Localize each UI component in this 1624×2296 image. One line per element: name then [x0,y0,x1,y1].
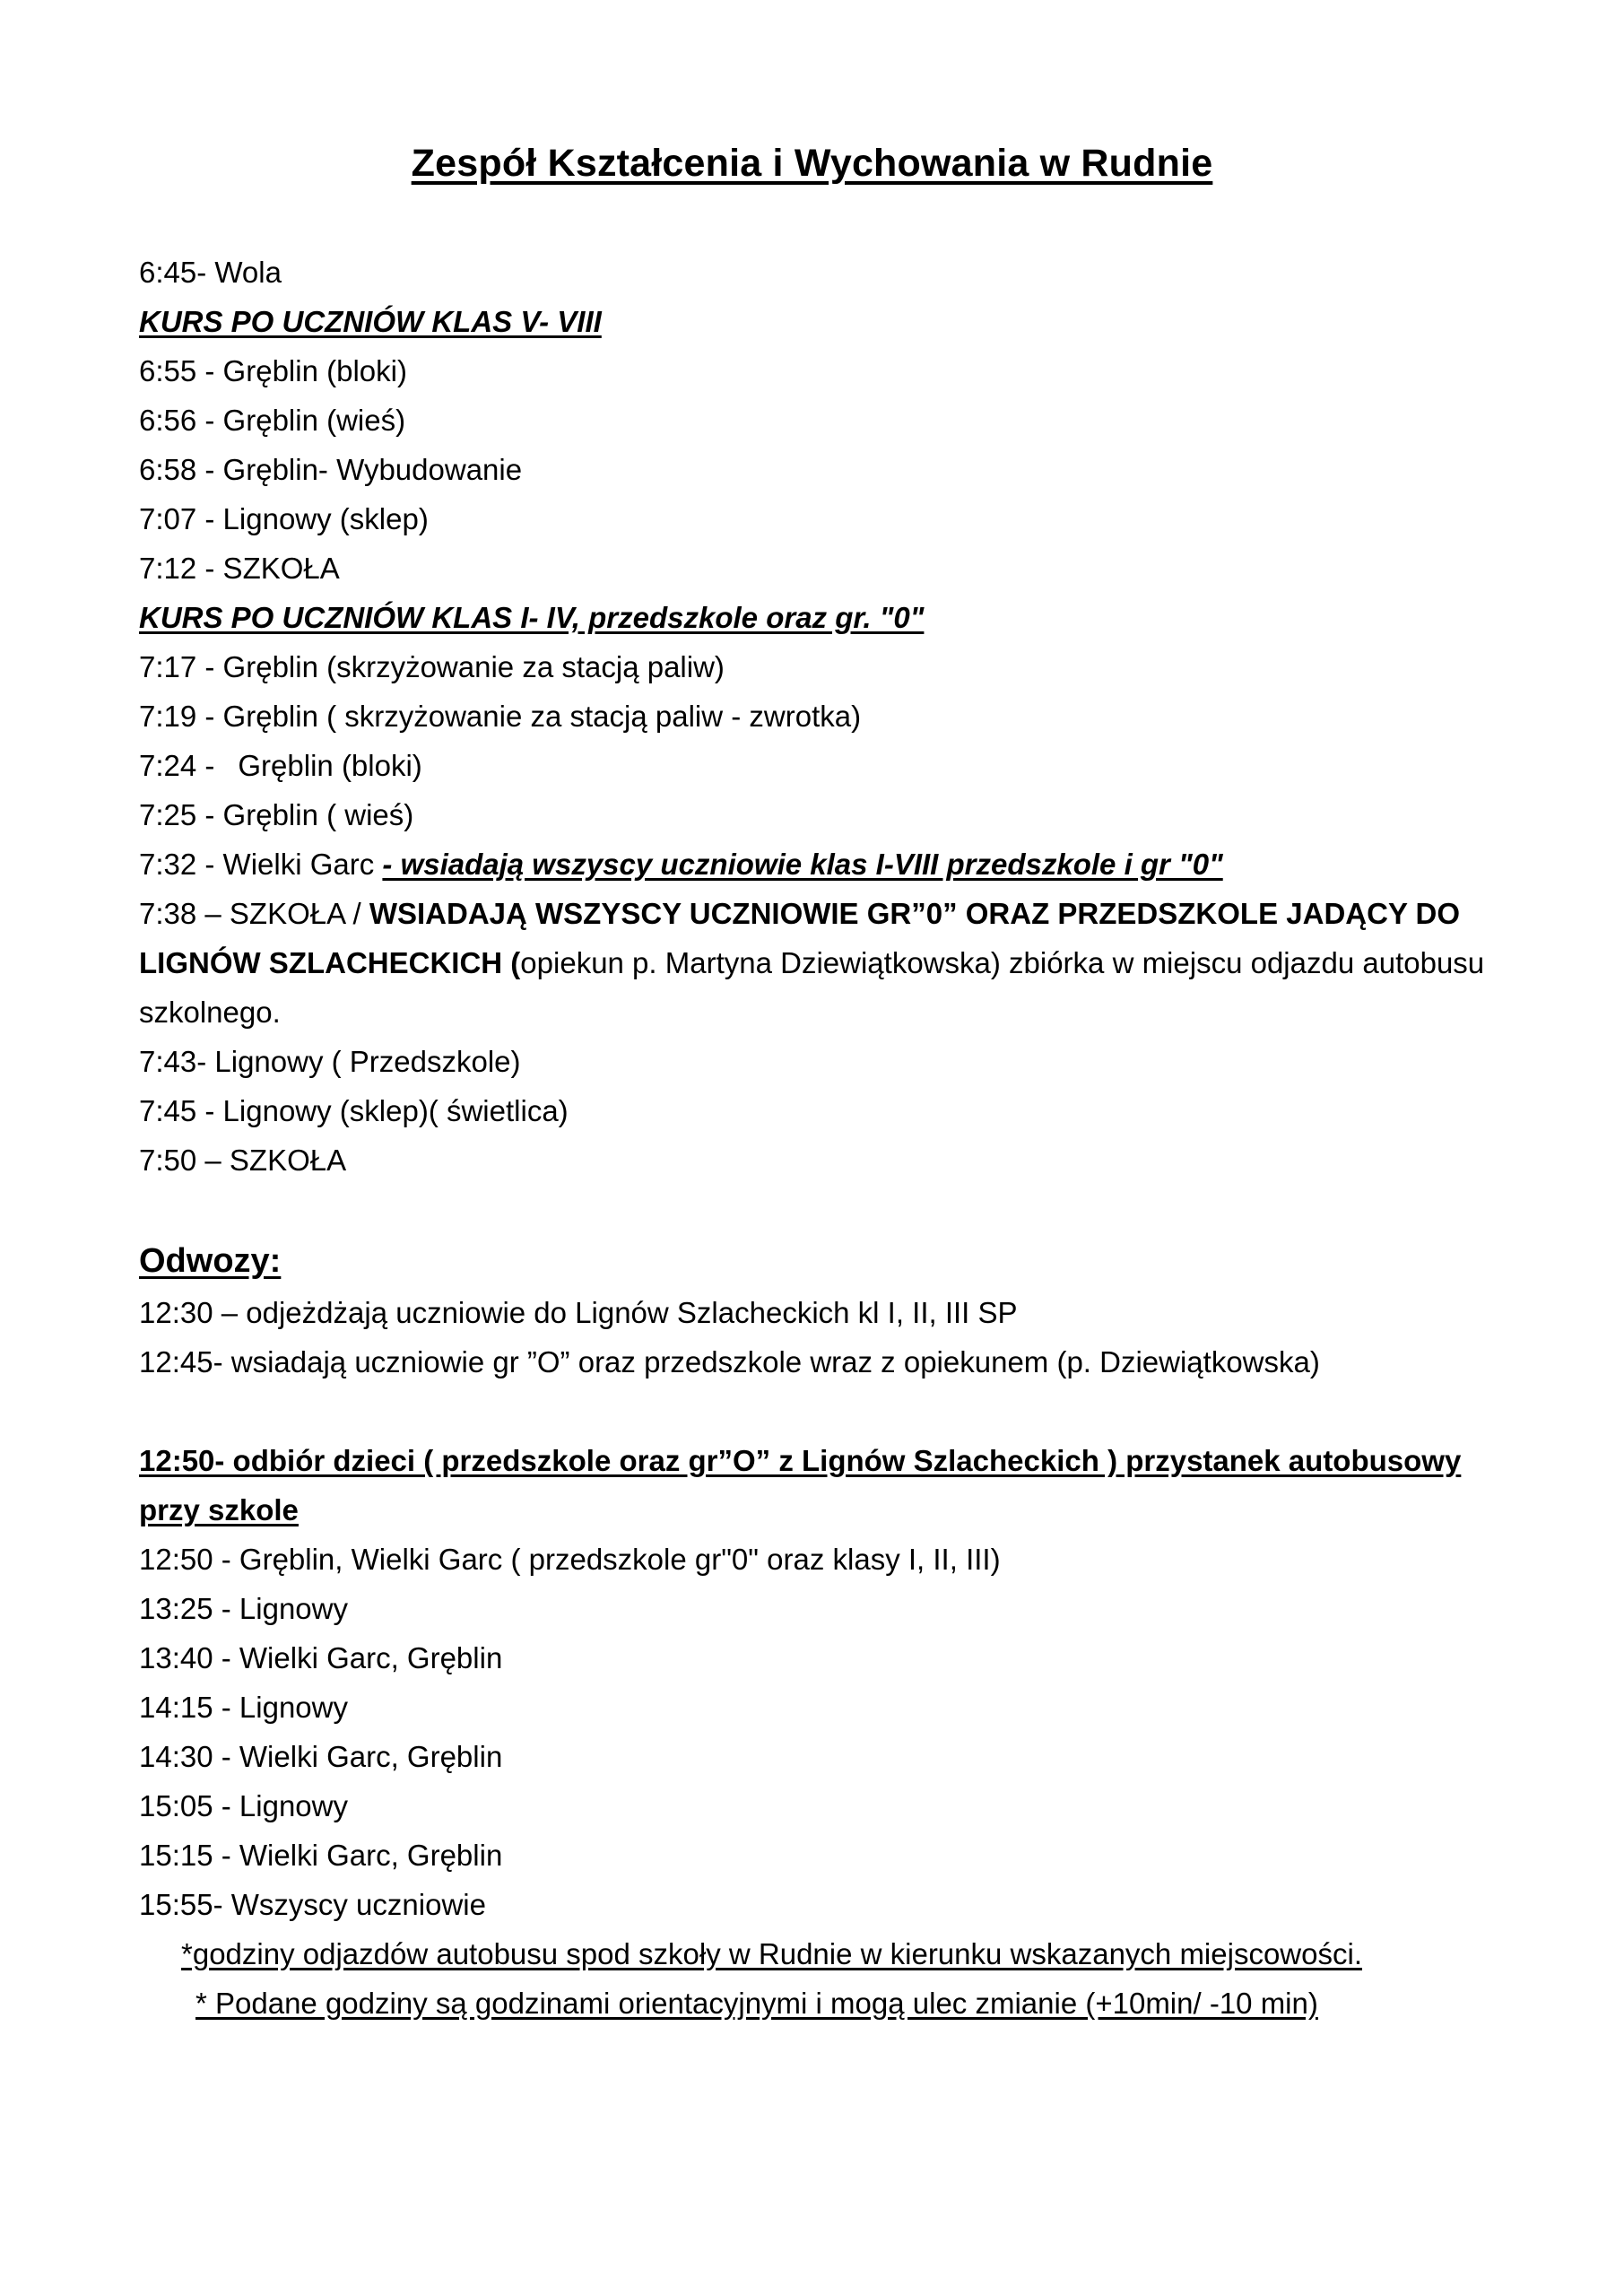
course1-heading-text: KURS PO UCZNIÓW KLAS V- VIII [139,305,602,338]
schedule-line: 7:07 - Lignowy (sklep) [139,502,429,535]
schedule-line: 15:05 - Lignowy [139,1789,348,1822]
schedule-line: 7:12 - SZKOŁA [139,552,340,585]
return-heading: Odwozy: [139,1242,282,1280]
stop-text: 7:38 – SZKOŁA / [139,897,369,930]
spacer [139,1185,1502,1234]
schedule-line: 13:40 - Wielki Garc, Gręblin [139,1641,503,1674]
course-heading [139,297,1502,346]
schedule-line: 7:25 - Gręblin ( wieś) [139,798,414,831]
schedule-line [139,741,1502,790]
document-title: Zespół Kształcenia i Wychowania w Rudnie [411,142,1213,185]
schedule-line: 6:55 - Gręblin (bloki) [139,354,407,387]
schedule-line [139,839,1502,889]
schedule-line: 12:45- wsiadają uczniowie gr ”O” oraz przedszkole wraz z opiekunem (p. Dziewiątkowska) [139,1345,1320,1378]
schedule-line: 7:43- Lignowy ( Przedszkole) [139,1045,521,1078]
footnote: * Podane godziny są godzinami orientacyjnymi i mogą ulec zmianie (+10min/ -10 min) [195,1987,1318,2020]
footnote: *godziny odjazdów autobusu spod szkoły w Rudnie w kierunku wskazanych miejscowości. [181,1937,1362,1970]
schedule-line: 7:45 - Lignowy (sklep)( świetlica) [139,1094,569,1127]
schedule-line: 14:15 - Lignowy [139,1691,348,1724]
course-heading [139,593,1502,642]
schedule-line: 6:58 - Gręblin- Wybudowanie [139,453,523,486]
schedule-line-multiline [139,889,1502,1037]
course2-heading-text: KURS PO UCZNIÓW KLAS I- IV, przedszkole oraz gr. "0" [139,601,925,634]
stop-emphasis: WSIADAJĄ WSZYSCY UCZNIOWIE GR”0” ORAZ PRZEDSZKOLE JADĄCY DO LIGNÓW SZLACHECKICH ( [139,897,1461,979]
pickup-heading-text: 12:50- odbiór dzieci ( przedszkole oraz gr”O” z Lignów Szlacheckich ) przystanek autobusowy przy szkole [139,1444,1462,1526]
stop-text: opiekun p. Martyna Dziewiątkowska) zbiórka w miejscu odjazdu autobusu szkolnego. [139,946,1485,1029]
spacer [139,1387,1502,1436]
pickup-heading [139,1436,1502,1535]
schedule-line: 6:56 - Gręblin (wieś) [139,404,406,437]
schedule-line: 15:15 - Wielki Garc, Gręblin [139,1839,503,1872]
schedule-line: 7:17 - Gręblin (skrzyżowanie za stacją paliw) [139,650,725,683]
schedule-line: 12:30 – odjeżdżają uczniowie do Lignów Szlacheckich kl I, II, III SP [139,1296,1018,1329]
schedule-line: 14:30 - Wielki Garc, Gręblin [139,1740,503,1773]
schedule-line: 7:19 - Gręblin ( skrzyżowanie za stacją paliw - zwrotka) [139,700,862,733]
schedule-line: 6:45- Wola [139,256,282,289]
schedule-content [139,248,1502,2028]
stop-emphasis: - wsiadają wszyscy uczniowie klas I-VIII przedszkole i gr "0" [382,848,1223,881]
stop-time: 7:24 - [139,749,215,782]
schedule-line: 12:50 - Gręblin, Wielki Garc ( przedszkole gr"0" oraz klasy I, II, III) [139,1543,1001,1576]
schedule-line: 13:25 - Lignowy [139,1592,348,1625]
schedule-line: 15:55- Wszyscy uczniowie [139,1888,486,1921]
stop-place: Gręblin (bloki) [238,749,422,782]
schedule-line: 7:50 – SZKOŁA [139,1144,347,1177]
stop-text: 7:32 - Wielki Garc [139,848,383,881]
